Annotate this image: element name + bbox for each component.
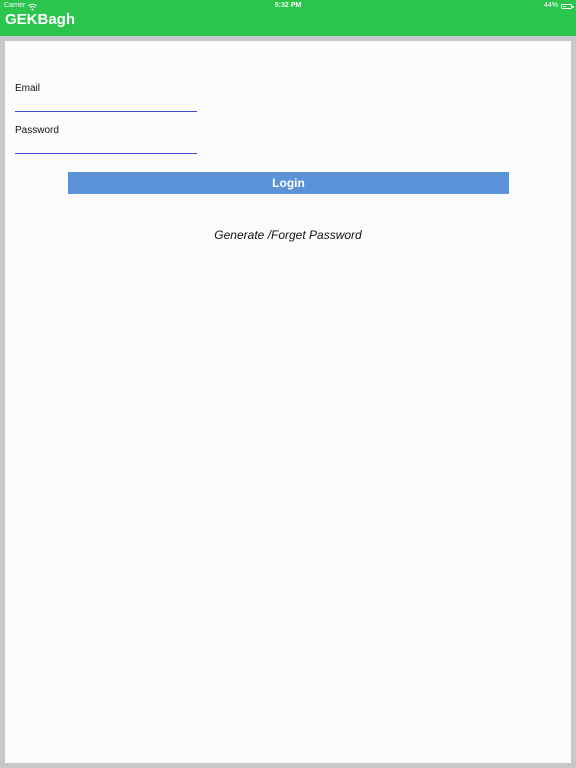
password-field[interactable]: [15, 139, 197, 154]
status-time: 5:32 PM: [274, 2, 302, 9]
password-field-group: [15, 125, 197, 154]
email-field[interactable]: [15, 97, 197, 112]
battery-group: [544, 0, 572, 12]
carrier-label: Carrier: [4, 2, 26, 9]
login-button[interactable]: Login: [68, 172, 509, 194]
battery-fill: [563, 6, 566, 7]
app-title: GEKBagh: [5, 11, 76, 28]
battery-icon: [561, 4, 572, 9]
forgot-password-link[interactable]: Generate /Forget Password: [214, 228, 362, 242]
email-field-group: [15, 83, 197, 112]
email-label: Email: [15, 83, 41, 94]
password-label: Password: [15, 125, 59, 136]
battery-percent: 44%: [543, 2, 558, 9]
status-bar: [0, 0, 576, 12]
top-bar: [0, 0, 576, 36]
login-card: [5, 41, 571, 763]
